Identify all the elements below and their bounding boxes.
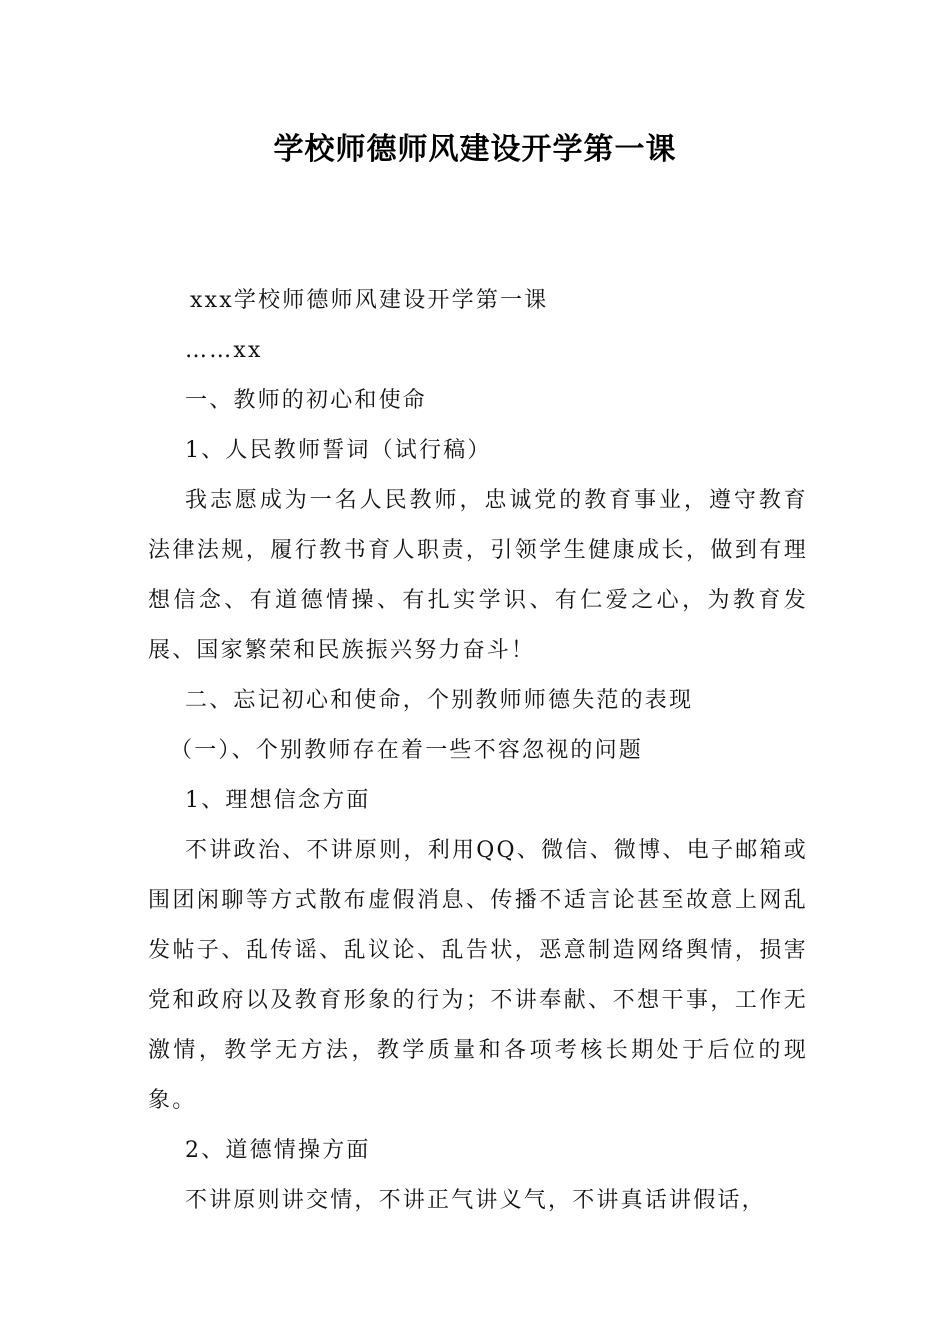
paragraph-subtitle: xxx学校师德师风建设开学第一课 (190, 288, 549, 313)
paragraph-author: ……xx (185, 338, 263, 363)
document-body (148, 276, 808, 1226)
subsection-heading-problems: （一）、个别教师存在着一些不容忽视的问题 (170, 738, 644, 763)
section-heading-1: 一、教师的初心和使命 (185, 388, 428, 413)
paragraph-morals: 不讲原则讲交情，不讲正气讲义气，不讲真话讲假话， (185, 1188, 766, 1213)
subsection-heading-oath: 1、人民教师誓词（试行稿） (185, 438, 492, 463)
section-heading-2: 二、忘记初心和使命，个别教师师德失范的表现 (185, 688, 694, 713)
paragraph-ideals: 不讲政治、不讲原则，利用QQ、微信、微博、电子邮箱或围团闲聊等方式散布虚假消息、传播不适言论甚至故意上网乱发帖子、乱传谣、乱议论、乱告状，恶意制造网络舆情，损害党和政府以及教育形象的行为；不讲奉献、不想干事，工作无激情，教学无方法，教学质量和各项考核长期处于后位的现象。 (148, 838, 808, 1113)
paragraph-oath: 我志愿成为一名人民教师，忠诚党的教育事业，遵守教育法律法规，履行教书育人职责，引领学生健康成长，做到有理想信念、有道德情操、有扎实学识、有仁爱之心，为教育发展、国家繁荣和民族振兴努力奋斗！ (148, 488, 808, 663)
subsection-heading-ideals: 1、理想信念方面 (185, 788, 371, 813)
document-title: 学校师德师风建设开学第一课 (273, 132, 677, 167)
subsection-heading-morals: 2、道德情操方面 (185, 1138, 371, 1163)
